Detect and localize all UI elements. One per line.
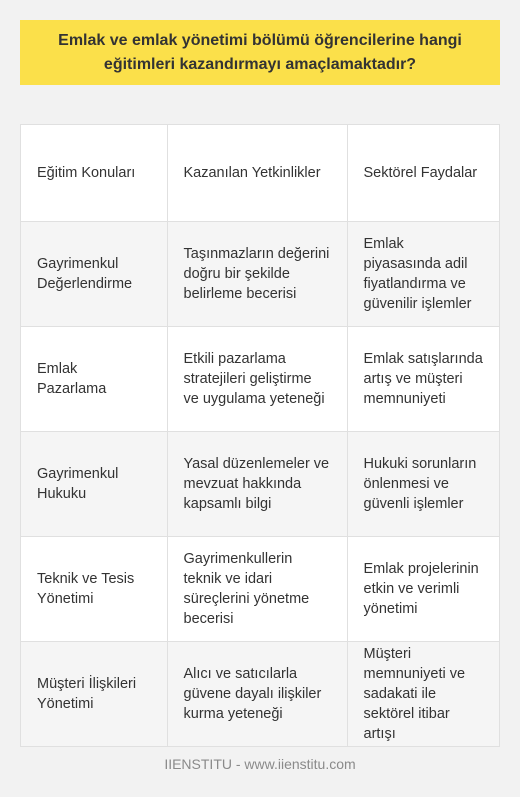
table-row bbox=[21, 537, 499, 642]
table-cell: Yasal düzenlemeler ve mevzuat hakkında kapsamlı bilgi bbox=[167, 432, 347, 537]
comparison-table bbox=[20, 124, 500, 747]
header-cell-training-topics: Eğitim Konuları bbox=[21, 125, 167, 222]
table-cell: Emlak piyasasında adil fiyatlandırma ve güvenilir işlemler bbox=[347, 222, 499, 327]
table-cell: Emlak Pazarlama bbox=[21, 327, 167, 432]
table-cell: Gayrimenkul Değerlendirme bbox=[21, 222, 167, 327]
table-cell: Müşteri İlişkileri Yönetimi bbox=[21, 642, 167, 747]
table-cell: Gayrimenkullerin teknik ve idari süreçlerini yönetme becerisi bbox=[167, 537, 347, 642]
table-cell: Hukuki sorunların önlenmesi ve güvenli işlemler bbox=[347, 432, 499, 537]
table-cell: Gayrimenkul Hukuku bbox=[21, 432, 167, 537]
table-cell: Etkili pazarlama stratejileri geliştirme ve uygulama yeteneği bbox=[167, 327, 347, 432]
table-header-row bbox=[21, 125, 499, 222]
page-title: Emlak ve emlak yönetimi bölümü öğrencilerine hangi eğitimleri kazandırmayı amaçlamaktadır? bbox=[58, 31, 462, 73]
table-cell: Emlak projelerinin etkin ve verimli yönetimi bbox=[347, 537, 499, 642]
table-row bbox=[21, 327, 499, 432]
table-row bbox=[21, 222, 499, 327]
table-cell: Teknik ve Tesis Yönetimi bbox=[21, 537, 167, 642]
footer-credit: IIENSTITU - www.iienstitu.com bbox=[164, 756, 356, 772]
table-cell: Müşteri memnuniyeti ve sadakati ile sektörel itibar artışı bbox=[347, 642, 499, 747]
table-row bbox=[21, 432, 499, 537]
header-cell-sector-benefits: Sektörel Faydalar bbox=[347, 125, 499, 222]
table-row bbox=[21, 642, 499, 747]
title-banner bbox=[20, 20, 500, 85]
header-cell-competencies: Kazanılan Yetkinlikler bbox=[167, 125, 347, 222]
table-cell: Taşınmazların değerini doğru bir şekilde belirleme becerisi bbox=[167, 222, 347, 327]
table-cell: Alıcı ve satıcılarla güvene dayalı ilişkiler kurma yeteneği bbox=[167, 642, 347, 747]
table-cell: Emlak satışlarında artış ve müşteri memnuniyeti bbox=[347, 327, 499, 432]
